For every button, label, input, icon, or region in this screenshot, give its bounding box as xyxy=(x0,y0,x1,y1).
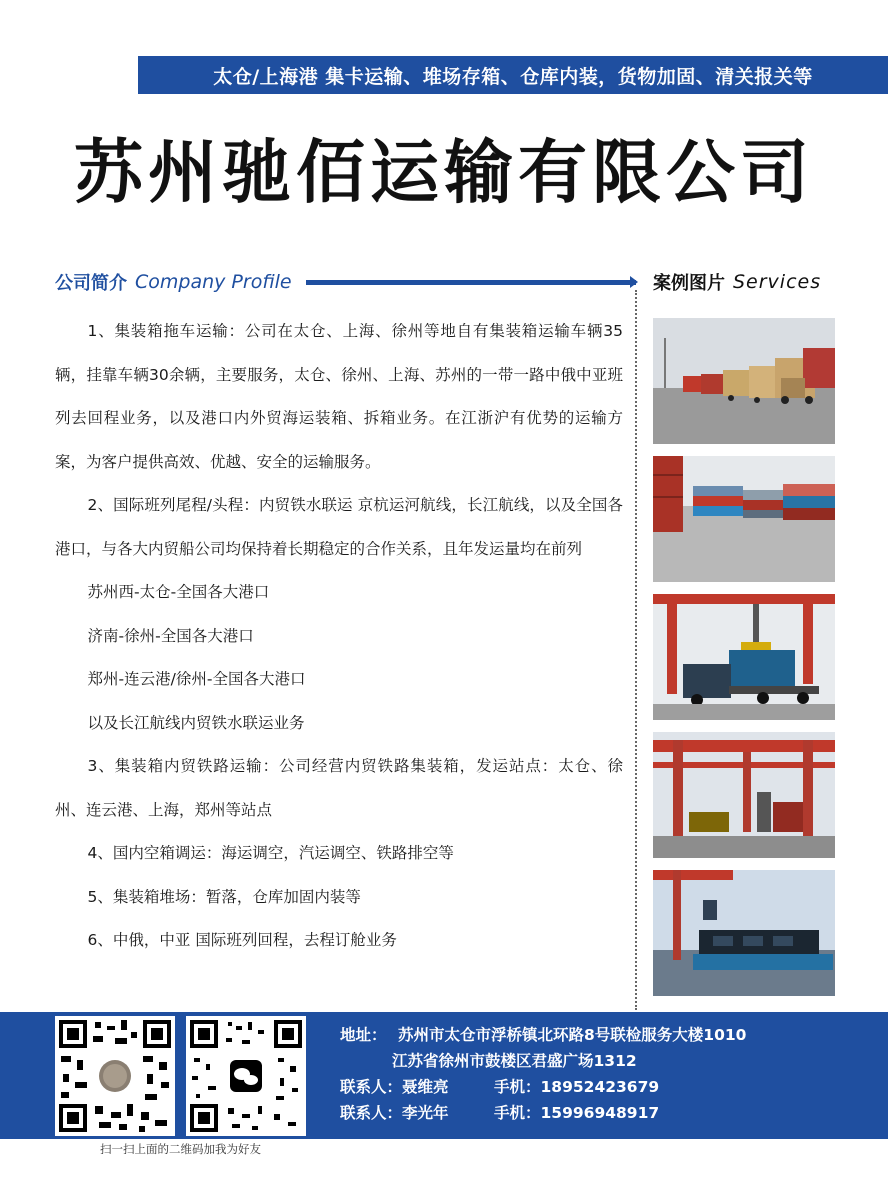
contact-name: 聂维亮 xyxy=(402,1078,449,1096)
crane-loading-truck-photo xyxy=(653,594,835,720)
address-line-1: 苏州市太仓市浮桥镇北环路8号联检服务大楼1010 xyxy=(398,1026,747,1044)
phone-number[interactable]: 15996948917 xyxy=(540,1104,660,1122)
profile-paragraph-4: 4、国内空箱调运：海运调空，汽运调空、铁路排空等 xyxy=(87,844,454,862)
contact-name: 李光年 xyxy=(402,1104,449,1122)
profile-heading-en: Company Profile xyxy=(135,271,292,293)
profile-body xyxy=(55,310,623,963)
route-line-4: 以及长江航线内贸铁水联运业务 xyxy=(87,713,305,732)
container-yard-photo xyxy=(653,456,835,582)
phone-label: 手机： xyxy=(494,1104,541,1122)
route-line-1: 苏州西-太仓-全国各大港口 xyxy=(87,583,270,601)
services-heading-cn: 案例图片 xyxy=(653,273,725,294)
contact-row-2 xyxy=(340,1100,746,1126)
address-row-2 xyxy=(340,1048,746,1074)
address-row-1 xyxy=(340,1022,746,1048)
address-label: 地址： xyxy=(340,1026,387,1044)
contact-label: 联系人： xyxy=(340,1078,403,1096)
route-line-3: 郑州-连云港/徐州-全国各大港口 xyxy=(87,670,306,688)
qr-code-left[interactable] xyxy=(55,1016,175,1136)
services-heading-en: Services xyxy=(733,271,822,293)
services-heading xyxy=(653,268,821,296)
column-divider xyxy=(635,290,637,1010)
phone-number[interactable]: 18952423679 xyxy=(540,1078,660,1096)
top-banner xyxy=(138,56,888,94)
profile-paragraph-1: 1、集装箱拖车运输：公司在太仓、上海、徐州等地自有集装箱运输车辆35辆，挂靠车辆30余辆，主要服务，太仓、徐州、上海、苏州的一带一路中俄中亚班列去回程业务，以及港口内外贸海运装箱、拆箱业务。在江浙沪有优势的运输方案，为客户提供高效、优越、安全的运输服务。 xyxy=(55,322,623,471)
profile-paragraph-5: 5、集装箱堆场：暂落，仓库加固内装等 xyxy=(87,887,361,906)
qr-caption: 扫一扫上面的二维码加我为好友 xyxy=(100,1142,261,1156)
services-gallery xyxy=(653,318,835,1008)
contact-row-1 xyxy=(340,1074,746,1100)
contact-info xyxy=(340,1022,746,1126)
company-title: 苏州驰佰运输有限公司 xyxy=(74,133,814,213)
barge-loading-photo xyxy=(653,870,835,996)
profile-paragraph-6: 6、中俄，中亚 国际班列回程，去程订舱业务 xyxy=(87,931,397,949)
banner-text: 太仓/上海港 集卡运输、堆场存箱、仓库内装，货物加固、清关报关等 xyxy=(213,65,813,88)
profile-heading-rule xyxy=(306,280,636,285)
profile-paragraph-2: 2、国际班列尾程/头程：内贸铁水联运 京杭运河航线，长江航线，以及全国各港口，与各大内贸船公司均保持着长期稳定的合作关系，且年发运量均在前列 xyxy=(55,496,623,558)
profile-heading-arrow xyxy=(630,276,638,288)
address-line-2: 江苏省徐州市鼓楼区君盛广场1312 xyxy=(392,1052,637,1070)
qr-code-wechat[interactable] xyxy=(186,1016,306,1136)
truck-fleet-photo xyxy=(653,318,835,444)
profile-heading-cn: 公司简介 xyxy=(55,273,127,294)
gantry-crane-yard-photo xyxy=(653,732,835,858)
phone-label: 手机： xyxy=(494,1078,541,1096)
route-line-2: 济南-徐州-全国各大港口 xyxy=(87,626,254,645)
contact-label: 联系人： xyxy=(340,1104,403,1122)
profile-paragraph-3: 3、集装箱内贸铁路运输：公司经营内贸铁路集装箱，发运站点：太仓、徐州、连云港、上海，郑州等站点 xyxy=(55,757,623,819)
profile-heading xyxy=(55,268,292,296)
